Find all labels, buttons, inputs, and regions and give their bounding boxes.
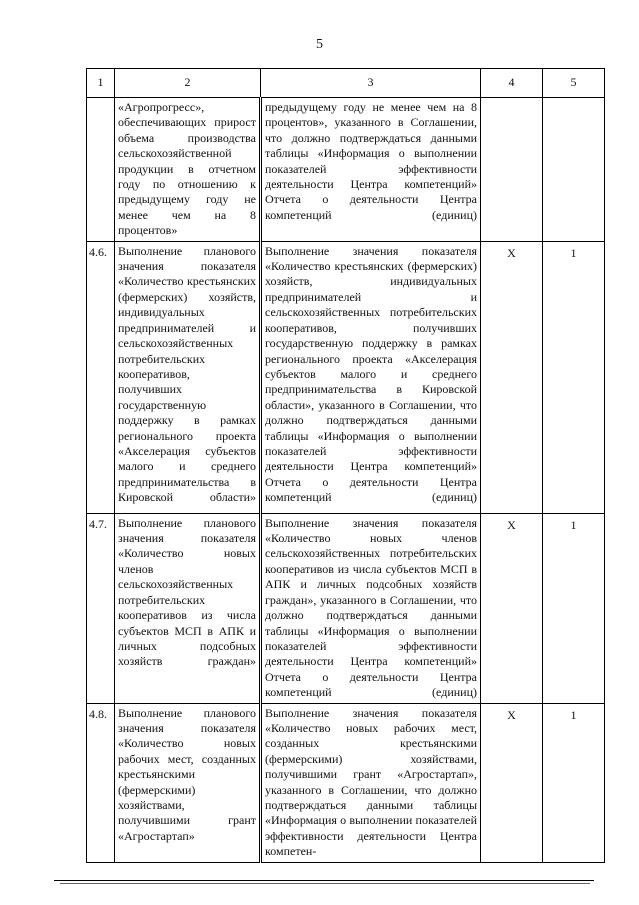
header-cell: 4 (481, 69, 543, 98)
page-bottom-rule (60, 883, 590, 884)
page-bottom-rule (54, 880, 594, 881)
row-number (87, 98, 115, 242)
indicator-condition: Выполнение значения показателя «Количество крестьянских (фермерских) хозяйств, индивидуальных предпринимателей и сельскохозяйственных потребительских кооперативов, получивших государственную поддержку в рамках регионального проекта «Акселерация субъектов малого и среднего предпринимательства в Кировской области», указанного в Соглашении, что должно подтверждаться данными таблицы «Информация о выполнении показателей эффективности деятельности Центра компетенций» Отчета о деятельности Центра компетенций (единиц) (261, 241, 481, 513)
row-number: 4.8. (87, 703, 115, 862)
page-number: 5 (316, 37, 323, 52)
indicator-name: Выполнение планового значения показателя «Количество новых рабочих мест, созданных крестьянскими (фермерскими) хозяйствами, получившими грант «Агростартап» (115, 703, 261, 862)
table-row (87, 98, 605, 242)
column-4-value: Х (481, 241, 543, 513)
column-5-value: 1 (543, 241, 605, 513)
header-cell: 2 (115, 69, 261, 98)
table-row (87, 703, 605, 862)
row-number: 4.6. (87, 241, 115, 513)
indicator-name: Выполнение планового значения показателя «Количество крестьянских (фермерских) хозяйств, индивидуальных предпринимателей и сельскохозяйственных потребительских кооперативов, получивших государственную поддержку в рамках регионального проекта «Акселерация субъектов малого и среднего предпринимательства в Кировской области» (115, 241, 261, 513)
indicator-name: Выполнение планового значения показателя «Количество новых членов сельскохозяйственных потребительских кооперативов из числа субъектов МСП в АПК и личных подсобных хозяйств граждан» (115, 513, 261, 703)
column-5-value (543, 98, 605, 242)
table-row (87, 513, 605, 703)
column-5-value: 1 (543, 513, 605, 703)
column-4-value: Х (481, 513, 543, 703)
column-5-value: 1 (543, 703, 605, 862)
row-number: 4.7. (87, 513, 115, 703)
table-header-row (87, 69, 605, 98)
indicator-condition: Выполнение значения показателя «Количество новых рабочих мест, созданных крестьянскими (фермерскими) хозяйствами, получившими грант «Агростартап», указанного в Соглашении, что должно подтверждаться данными таблицы «Информация о выполнении показателей эффективности деятельности Центра компетен- (261, 703, 481, 862)
indicator-condition: Выполнение значения показателя «Количество новых членов сельскохозяйственных потребительских кооперативов из числа субъектов МСП в АПК и личных подсобных хозяйств граждан», указанного в Соглашении, что должно подтверждаться данными таблицы «Информация о выполнении показателей эффективности деятельности Центра компетенций» Отчета о деятельности Центра компетенций (единиц) (261, 513, 481, 703)
indicator-condition: предыдущему году не менее чем на 8 процентов», указанного в Соглашении, что должно подтверждаться данными таблицы «Информация о выполнении показателей эффективности деятельности Центра компетенций» Отчета о деятельности Центра компетенций (единиц) (261, 98, 481, 242)
header-cell: 1 (87, 69, 115, 98)
header-cell: 3 (261, 69, 481, 98)
table-row (87, 241, 605, 513)
indicators-table (86, 68, 605, 863)
column-4-value: Х (481, 703, 543, 862)
column-4-value (481, 98, 543, 242)
indicator-name: «Агропрогресс», обеспечивающих прирост объема производства сельскохозяйственной продукции в отчетном году по отношению к предыдущему году не менее чем на 8 процентов» (115, 98, 261, 242)
header-cell: 5 (543, 69, 605, 98)
